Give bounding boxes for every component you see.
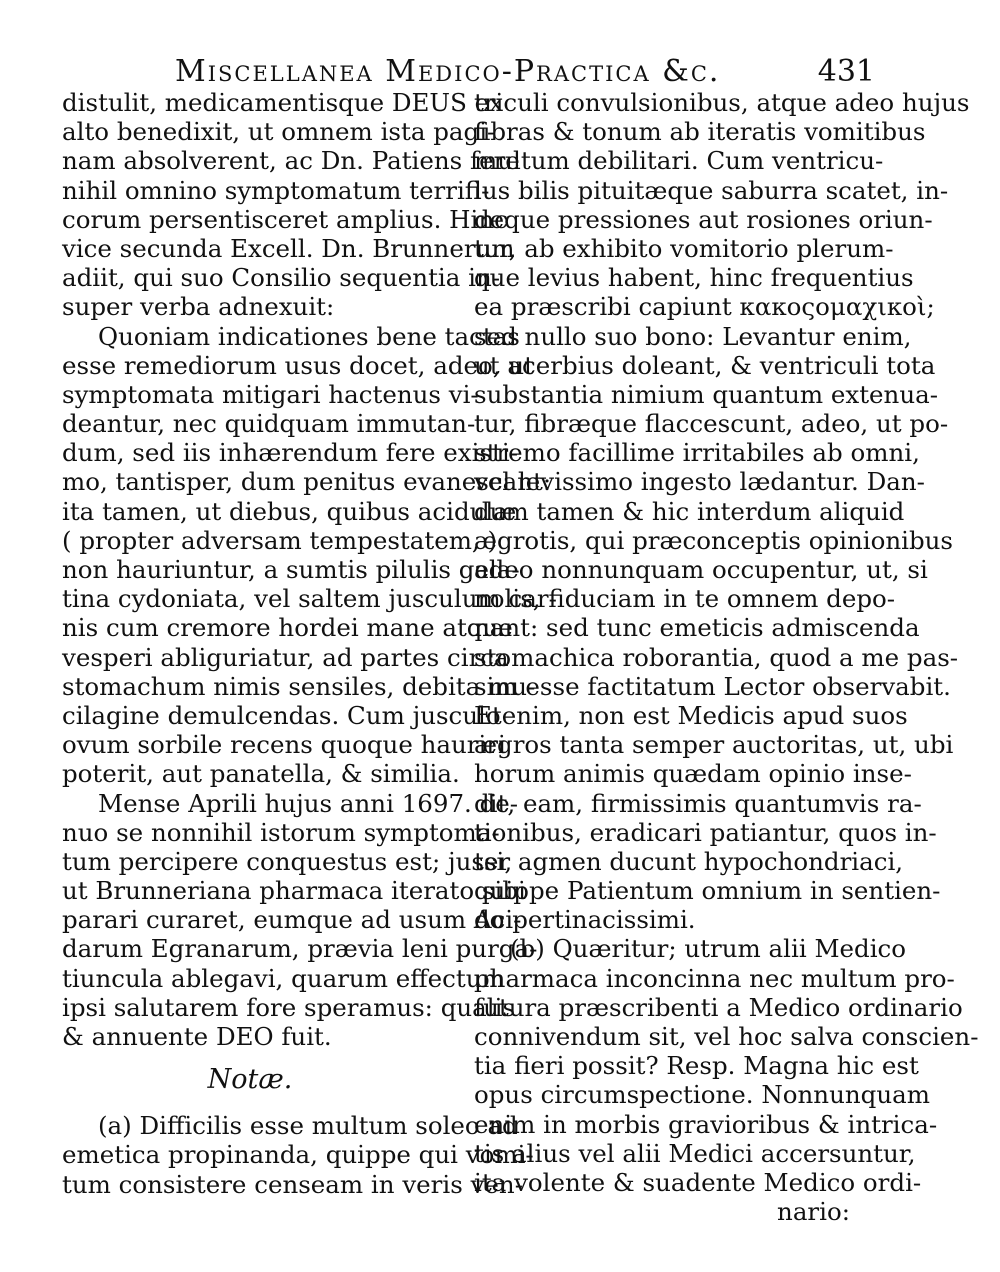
page-number: 431 — [817, 54, 875, 89]
text-line: stomachum nimis sensiles, debita mu- — [62, 671, 536, 701]
text-line: super verba adnexuit: — [62, 292, 335, 322]
text-line: tina cydoniata, vel saltem jusculum car- — [62, 584, 557, 614]
note-line: (a) Difficilis esse multum soleo ad — [98, 1111, 518, 1141]
text-line: ter agmen ducunt hypochondriaci, — [474, 846, 904, 876]
text-line: (b) Quæritur; utrum alii Medico — [510, 934, 907, 964]
text-line: vel levissimo ingesto lædantur. Dan- — [474, 467, 925, 497]
text-line: dum, sed iis inhærendum fere existi- — [62, 438, 518, 468]
right-column — [474, 88, 979, 1227]
text-line: tiuncula ablegavi, quarum effectum — [62, 963, 505, 993]
text-line: non hauriuntur, a sumtis pilulis gela- — [62, 555, 520, 584]
note-line: tum consistere censeam in veris ven- — [62, 1169, 523, 1199]
text-line: alto benedixit, ut omnem ista pagi- — [62, 117, 496, 147]
text-line: darum Egranarum, prævia leni purga- — [62, 934, 538, 964]
text-line: futura præscribenti a Medico ordinario — [474, 992, 963, 1022]
text-line: ægros tanta semper auctoritas, ut, ubi — [474, 730, 954, 760]
text-line: ægrotis, qui præconceptis opinionibus — [474, 525, 953, 555]
text-line: cilagine demulcendas. Cum jusculo — [62, 700, 501, 730]
text-line: multum debilitari. Cum ventricu- — [474, 146, 884, 176]
text-line: nam absolverent, ac Dn. Patiens fere — [62, 146, 520, 176]
text-line: stomachica roborantia, quod a me pas- — [474, 642, 959, 672]
text-line: distulit, medicamentisque DEUS ex — [62, 88, 503, 117]
text-line: parari curaret, eumque ad usum Aci- — [62, 905, 522, 935]
text-line: enim in morbis gravioribus & intrica- — [474, 1109, 938, 1139]
text-line: poterit, aut panatella, & similia. — [62, 759, 460, 789]
text-line: tis alius vel alii Medici accersuntur, — [474, 1138, 916, 1168]
text-line: ea præscribi capiunt κακοςομαχικοὶ; — [474, 292, 935, 322]
running-title: Miscellanea Medico-Practica &c. — [175, 54, 721, 89]
text-line: ut Brunneriana pharmaca iterato sibi — [62, 876, 526, 906]
text-line: esse remediorum usus docet, adeo, ut — [62, 350, 534, 380]
text-line: sed nullo suo bono: Levantur enim, — [474, 321, 912, 351]
text-line: tur, ab exhibito vomitorio plerum- — [474, 233, 894, 263]
text-line: nuo se nonnihil istorum symptoma- — [62, 817, 500, 847]
text-line: pharmaca inconcinna nec multum pro- — [474, 963, 955, 993]
text-line: tia fieri possit? Resp. Magna hic est — [474, 1051, 919, 1081]
text-line: adeo nonnunquam occupentur, ut, si — [474, 555, 928, 584]
text-line: & annuente DEO fuit. — [62, 1022, 332, 1051]
text-line: do pertinacissimi. — [474, 905, 696, 935]
text-line: substantia nimium quantum extenua- — [474, 379, 938, 409]
left-column — [62, 88, 557, 1199]
text-line: nant: sed tunc emeticis admiscenda — [474, 613, 920, 643]
text-line: adiit, qui suo Consilio sequentia in- — [62, 263, 501, 293]
text-line: que levius habent, hinc frequentius — [474, 263, 914, 293]
text-line: sim esse factitatum Lector observabit. — [474, 671, 951, 701]
text-line: corum persentisceret amplius. Hinc — [62, 204, 508, 234]
text-line: nolis, fiduciam in te omnem depo- — [474, 584, 896, 614]
text-line: mo, tantisper, dum penitus evanescant: — [62, 467, 552, 497]
text-line: connivendum sit, vel hoc salva conscien- — [474, 1022, 979, 1051]
text-line: dum tamen & hic interdum aliquid — [474, 496, 905, 526]
text-line: ita volente & suadente Medico ordi- — [474, 1167, 922, 1197]
text-line: nis cum cremore hordei mane atque — [62, 613, 513, 643]
text-line: tum percipere conquestus est; jussi, — [62, 846, 513, 876]
text-line: quippe Patientum omnium in sentien- — [474, 876, 941, 906]
text-line: Mense Aprili hujus anni 1697. de- — [98, 788, 519, 818]
text-line: nario: — [777, 1197, 850, 1227]
text-line: deantur, nec quidquam immutan- — [62, 409, 476, 439]
text-line: ipsi salutarem fore speramus: qualis — [62, 992, 516, 1022]
text-line: triculi convulsionibus, atque adeo hujus — [474, 88, 970, 117]
text-line: dit, eam, firmissimis quantumvis ra- — [474, 788, 922, 818]
text-line: fibras & tonum ab iteratis vomitibus — [474, 117, 926, 147]
notes-heading: Notæ. — [207, 1064, 293, 1096]
text-line: ut acerbius doleant, & ventriculi tota — [474, 350, 936, 380]
text-line: vesperi abliguriatur, ad partes circa — [62, 642, 509, 672]
text-line: opus circumspectione. Nonnunquam — [474, 1080, 930, 1110]
text-line: stremo facillime irritabiles ab omni, — [474, 438, 920, 468]
text-line: Quoniam indicationes bene tactas — [98, 321, 520, 351]
text-line: Etenim, non est Medicis apud suos — [474, 700, 908, 730]
text-line: ( propter adversam tempestatem, ) — [62, 525, 498, 555]
note-line: emetica propinanda, quippe qui vomi- — [62, 1140, 534, 1170]
text-line: vice secunda Excell. Dn. Brunnerum — [62, 233, 515, 263]
text-line: symptomata mitigari hactenus vi- — [62, 379, 479, 409]
text-line: ita tamen, ut diebus, quibus acidulæ — [62, 496, 517, 526]
text-line: ovum sorbile recens quoque hauriri — [62, 730, 506, 760]
text-line: tur, fibræque flaccescunt, adeo, ut po- — [474, 409, 949, 439]
text-line: nihil omnino symptomatum terrifi- — [62, 175, 490, 205]
text-line: deque pressiones aut rosiones oriun- — [474, 204, 933, 234]
text-line: horum animis quædam opinio inse- — [474, 759, 912, 789]
text-line: tionibus, eradicari patiantur, quos in- — [474, 817, 937, 847]
text-line: lus bilis pituitæque saburra scatet, in- — [474, 175, 949, 205]
